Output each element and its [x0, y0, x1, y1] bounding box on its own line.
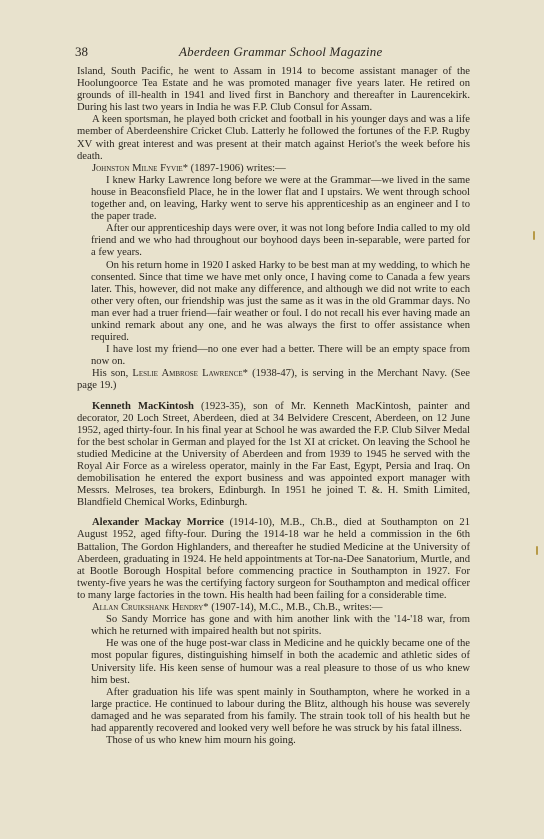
person-name: Leslie Ambrose Lawrence* [132, 368, 248, 380]
paragraph: A keen sportsman, he played both cricket and football in his younger days and was a life member of Aberdeenshire Cricket Club. Latterly he followed the fortunes of the F.P. Rugby XV with great interest and was present at their match against Heriot's the week before his death. [77, 114, 470, 162]
quoted-paragraph: I have lost my friend—no one ever had a better. There will be an empty space from now on. [91, 344, 470, 368]
person-name: Johnston Milne Fyvie* [92, 162, 189, 174]
article-body [77, 66, 470, 747]
paragraph-text: (1897-1906) writes:— [188, 162, 286, 174]
page-number: 38 [75, 44, 88, 59]
paragraph [77, 602, 470, 614]
margin-mark [536, 546, 538, 555]
paragraph [77, 368, 470, 392]
paragraph: Island, South Pacific, he went to Assam in 1914 to become assistant manager of the Hoolungoorce Tea Estate and he was promoted manager five years later. He retired on grounds of ill-health in 1941 and lived first in Banchory and thereafter in Laurencekirk. During his last two years in India he was F.P. Club Consul for Assam. [77, 66, 470, 114]
person-name: Allan Cruikshank Hendry* [92, 602, 209, 614]
person-name: Alexander Mackay Morrice [92, 517, 224, 529]
paragraph [77, 517, 470, 602]
quoted-paragraph: So Sandy Morrice has gone and with him another link with the '14-'18 war, from which he returned with impaired health but not spirits. [91, 614, 470, 638]
quoted-paragraph: After our apprenticeship days were over, it was not long before India called to my old friend and we who had throughout our boyhood days been in-separable, were parted for a few years. [91, 223, 470, 259]
spacer [77, 509, 470, 517]
person-name: Kenneth MacKintosh [92, 400, 194, 412]
quoted-paragraph: I knew Harky Lawrence long before we were at the Grammar—we lived in the same house in Beaconsfield Place, he in the lower flat and I upstairs. We went through school together and, on leaving, Harky went to serve his apprenticeship as an engineer and I to the paper trade. [91, 174, 470, 223]
paragraph-text: (1923-35), son of Mr. Kenneth MacKintosh, painter and decorator, 20 Loch Street, Aberdeen, died at 34 Belvidere Crescent, Aberdeen, on 12 June 1952, aged thirty-four. In his final year at School he was awarded the F.P. Club Silver Medal for the best scholar in German and played for the 1st XI at cricket. On leaving the School he studied Medicine at the University of Aberdeen and from 1939 to 1945 he served with the Royal Air Force as a wireless operator, mainly in the Far East, Egypt, Persia and Iraq. On demobilisation he entered the export business and was appointed export manager with Messrs. Melroses, tea brokers, Edinburgh. In 1951 he joined T. &. H. Smith Limited, Blandfield Chemical Works, Edinburgh. [77, 400, 470, 509]
paragraph-text: (1907-14), M.C., M.B., Ch.B., writes:— [208, 602, 383, 614]
quoted-paragraph: He was one of the huge post-war class in Medicine and he quickly became one of the most popular figures, distinguishing himself in both the academic and athletic sides of University life. His keen sense of humour was a real pleasure to those of us who knew him best. [91, 638, 470, 686]
paragraph [77, 163, 470, 175]
paragraph-text: His son, [92, 368, 133, 380]
spacer [77, 393, 470, 401]
quoted-paragraph: On his return home in 1920 I asked Harky to be best man at my wedding, to which he consented. Since that time we have met only once, I having come to Canada a few years later. This, however, did not make any difference, and although we did not write to each other very often, our friendship was just the same as it was in the old Grammar days. No man ever had a truer friend—fair weather or foul. I do not recall his ever having made an unkind remark about any one, and he was always the first to offer assistance when required. [91, 259, 470, 344]
quoted-paragraph: Those of us who knew him mourn his going. [106, 735, 296, 747]
paragraph [77, 401, 470, 510]
paragraph-text: (1914-10), M.B., Ch.B., died at Southampton on 21 August 1952, aged fifty-four. During the 1914-18 war he held a commission in the 6th Battalion, The Gordon Highlanders, and thereafter he studied Medicine at the University of Aberdeen, graduating in 1924. He held appointments at Tor-na-Dee Sanatorium, Murtle, and at Bootle Borough Hospital before commencing practice in Southampton in 1927. For twenty-five years he was the certifying factory surgeon for Southampton and medical officer to many large factories in the town. His health had been failing for a considerable time. [77, 517, 470, 601]
quoted-paragraph: After graduation his life was spent mainly in Southampton, where he worked in a large practice. He continued to labour during the Blitz, although his house was severely damaged and he was separated from his family. The strain took toll of his health but he had apparently recovered and looked very well before he was struck by his fatal illness. [91, 686, 470, 734]
running-title: Aberdeen Grammar School Magazine [179, 44, 383, 59]
paragraph-text: (1938-47), is serving in the Merchant Navy. (See page 19.) [77, 368, 470, 392]
margin-mark [533, 231, 535, 240]
page-header [75, 44, 471, 60]
